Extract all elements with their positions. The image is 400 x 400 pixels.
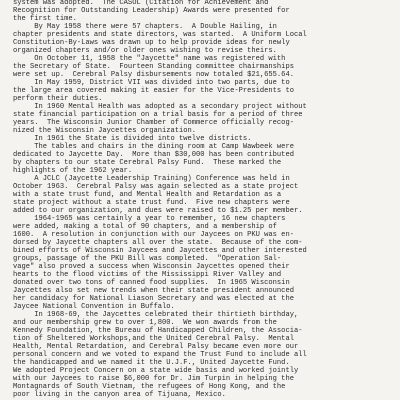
text-line: The tables and chairs in the dining room at Camp Wawbeek were bbox=[13, 143, 294, 151]
text-line: In May 1959, District VII was divided into two parts, due to bbox=[13, 79, 290, 87]
text-line: tion of Sheltered Workshops,and the United Cerebral Palsy. Mental bbox=[13, 335, 294, 343]
text-line: system was adopted. The CASOL (Citation for Achievement and bbox=[13, 0, 269, 7]
text-line: poor living in the canyon area of Tijuana, Mexico. bbox=[13, 391, 226, 399]
text-line: the handicapped and we named it the U.J.F., United Jaycette Fund. bbox=[13, 359, 290, 367]
text-line: were set up. Cerebral Palsy disbursements now totaled $21,655.64. bbox=[13, 71, 294, 79]
text-line: Recognition for Outstanding Leadership) Awards were presented for bbox=[13, 7, 290, 15]
text-line: added to our organization, and dues were raised to $1.25 per member. bbox=[13, 207, 303, 215]
text-line: Kennedy Foundation, the Bureau of Handicapped Children, the Associa- bbox=[13, 327, 303, 335]
text-line: groups, passage of the PKU Bill was completed. "Operation Sal- bbox=[13, 255, 282, 263]
text-line: dedicated to Jaycette Day. More than $30,000 has been contributed bbox=[13, 151, 294, 159]
text-line: the Secretary of State. Fourteen Standing committee chairmanships bbox=[13, 63, 294, 71]
text-line: Jaycettes also set new trends when their state president announced bbox=[13, 287, 294, 295]
text-line: personal concern and we voted to expand the Trust Fund to include all bbox=[13, 351, 307, 359]
text-line: with our Jaycees to raise $6,000 for Dr. Jim Turpin in helping the bbox=[13, 375, 294, 383]
text-line: donated over two tons of canned food supplies. In 1965 Wisconsin bbox=[13, 279, 290, 287]
text-line: state financial participation on a trial basis for a period of three bbox=[13, 111, 303, 119]
text-line: Health, Mental Retardation, and Cerebral Palsy became even more our bbox=[13, 343, 299, 351]
text-line: On October 11, 1958 the "Jaycette" name was registered with bbox=[13, 55, 286, 63]
text-line: nized the Wisconsin Jaycettes organization. bbox=[13, 127, 197, 135]
text-line: Montagnards of South Vietnam, the refugees of Hong Kong, and the bbox=[13, 383, 286, 391]
text-line: bined efforts of Wisconsin Jaycees and Jaycettes and other interested bbox=[13, 247, 307, 255]
text-line: years. The Wisconsin Junior Chamber of Commerce officially recog- bbox=[13, 119, 294, 127]
text-line: by chapters to our state Cerebral Palsy Fund. These marked the bbox=[13, 159, 282, 167]
text-line: In 1968-69, the Jaycettes celebrated their thirtieth birthday, bbox=[13, 311, 299, 319]
text-line: October 1963. Cerebral Palsy was again selected as a state project bbox=[13, 183, 299, 191]
text-line: organized chapters and/or older ones wishing to revise theirs. bbox=[13, 47, 277, 55]
text-line: 1964-1965 was certainly a year to remember, 16 new chapters bbox=[13, 215, 286, 223]
text-line: with a state trust fund, and Mental Health and Retardation as a bbox=[13, 191, 282, 199]
text-line: state project without a state trust fund. Five new chapters were bbox=[13, 199, 290, 207]
text-line: hearts to the flood victims of the Mississippi River Valley and bbox=[13, 271, 282, 279]
text-line: highlights of the 1962 year. bbox=[13, 167, 133, 175]
text-line: A JCLC (Jaycette Leadership Training) Conference was held in bbox=[13, 175, 290, 183]
text-line: chapter presidents and state directors, was started. A Uniform Local bbox=[13, 31, 307, 39]
text-line: dorsed by Jaycette chapters all over the state. Because of the com- bbox=[13, 239, 303, 247]
text-line: In 1961 the State is divided into twelve districts. bbox=[13, 135, 252, 143]
text-line: vage" also proved a success when Wisconsin Jaycettes opened their bbox=[13, 263, 290, 271]
text-line: the large area covered making it easier for the Vice-Presidents to bbox=[13, 87, 294, 95]
text-line: In 1960 Mental Health was adopted as a secondary project without bbox=[13, 103, 307, 111]
text-line: 1600. A resolution in conjunction with our Jaycees on PKU was en- bbox=[13, 231, 294, 239]
text-line: We adopted Project Concern on a state wide basis and worked jointly bbox=[13, 367, 299, 375]
text-line: the first time. bbox=[13, 15, 77, 23]
text-line: were added, making a total of 90 chapters, and a membership of bbox=[13, 223, 277, 231]
text-line: her candidacy for National Liason Secretary and was elected at the bbox=[13, 295, 294, 303]
text-line: By May 1958 there were 57 chapters. A Double Hailing, in bbox=[13, 23, 277, 31]
text-line: perform their duties. bbox=[13, 95, 103, 103]
text-line: and our membership grew to over 1,800. We won awards from the bbox=[13, 319, 277, 327]
text-line: Jaycee National Convention in Buffalo. bbox=[13, 303, 175, 311]
text-line: Constitution-By-Laws was drawn up to help provide ideas for newly bbox=[13, 39, 290, 47]
